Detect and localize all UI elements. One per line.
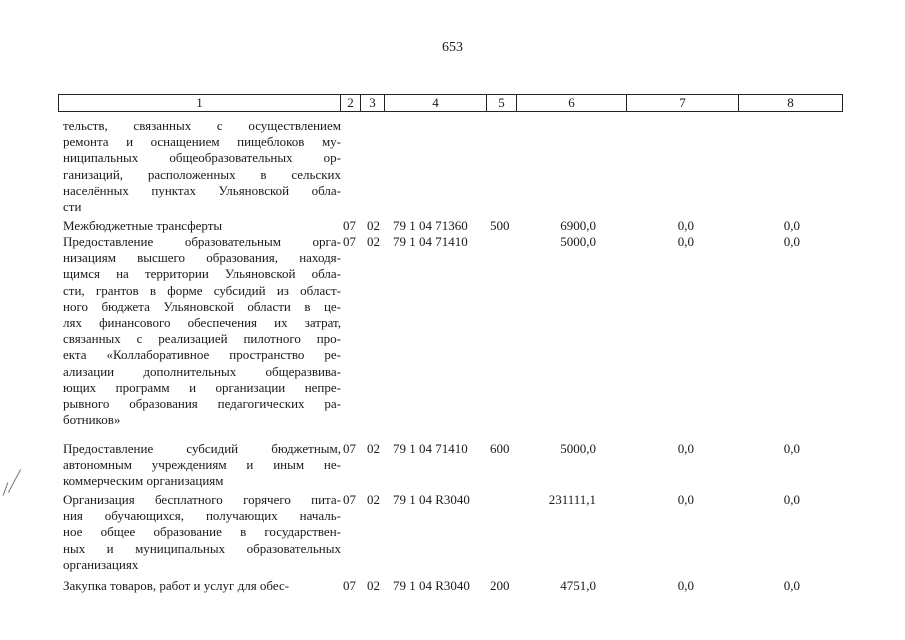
cell-c3: 02: [367, 492, 380, 507]
cell-c4: 79 1 04 71360: [393, 218, 468, 233]
description-line: ниципальных общеобразовательных ор-: [63, 150, 341, 166]
cell-c2: 07: [343, 218, 356, 233]
row-description: [63, 441, 341, 490]
row-description: [63, 578, 341, 594]
cell-c7: 0,0: [677, 441, 694, 456]
row-description: [63, 492, 341, 573]
description-line: щимся на территории Ульяновской обла-: [63, 266, 341, 282]
header-col-3: 3: [361, 95, 385, 111]
cell-c8: 0,0: [783, 218, 800, 233]
cell-c8: 0,0: [783, 441, 800, 456]
description-line: ния обучающихся, получающих началь-: [63, 508, 341, 524]
description-line: ганизаций, расположенных в сельских: [63, 166, 341, 182]
header-col-1: 1: [59, 95, 341, 111]
header-col-6: 6: [517, 95, 627, 111]
description-line: ботников»: [63, 412, 121, 428]
description-line: коммерческим организациям: [63, 473, 224, 489]
description-line: сти: [63, 199, 82, 215]
cell-c3: 02: [367, 441, 380, 456]
description-line: ющих программ и организации непре-: [63, 379, 341, 395]
cell-c5: 500: [490, 218, 510, 233]
description-line: ного бюджета Ульяновской области в це-: [63, 298, 341, 314]
cell-c2: 07: [343, 492, 356, 507]
description-line: автономным учреждениям и иным не-: [63, 457, 341, 473]
cell-c7: 0,0: [677, 492, 694, 507]
cell-c8: 0,0: [783, 578, 800, 593]
description-line: низациям высшего образования, находя-: [63, 250, 341, 266]
description-line: Организация бесплатного горячего пита-: [63, 492, 341, 507]
cell-c8: 0,0: [783, 492, 800, 507]
cell-c5: 200: [490, 578, 510, 593]
description-line: ных и муниципальных образовательных: [63, 540, 341, 556]
cell-c2: 07: [343, 578, 356, 593]
cell-c3: 02: [367, 578, 380, 593]
cell-c2: 07: [343, 441, 356, 456]
cell-c6: 6900,0: [560, 218, 596, 233]
description-line: лях финансового обеспечения их затрат,: [63, 315, 341, 331]
description-line: ное общее образование в государствен-: [63, 524, 341, 540]
description-line: населённых пунктах Ульяновской обла-: [63, 182, 341, 198]
cell-c3: 02: [367, 218, 380, 233]
header-col-7: 7: [627, 95, 739, 111]
cell-c4: 79 1 04 71410: [393, 234, 468, 249]
table-header: [58, 94, 843, 112]
cell-c4: 79 1 04 71410: [393, 441, 468, 456]
header-col-8: 8: [787, 95, 794, 110]
description-line: организациях: [63, 556, 139, 572]
description-line: сти, грантов в форме субсидий из област-: [63, 282, 341, 298]
description-line: Межбюджетные трансферты: [63, 218, 223, 233]
scan-mark: [3, 482, 9, 495]
cell-c6: 5000,0: [560, 441, 596, 456]
cell-c5: 600: [490, 441, 510, 456]
row-description: [63, 118, 341, 215]
cell-c4: 79 1 04 R3040: [393, 492, 470, 507]
scan-mark: [8, 469, 21, 492]
description-line: Закупка товаров, работ и услуг для обес-: [63, 578, 290, 593]
cell-c7: 0,0: [677, 578, 694, 593]
cell-c2: 07: [343, 234, 356, 249]
description-line: тельств, связанных с осуществлением: [63, 118, 341, 133]
cell-c7: 0,0: [677, 218, 694, 233]
page-number: 653: [442, 40, 463, 55]
cell-c6: 231111,1: [548, 492, 596, 507]
description-line: екта «Коллаборативное пространство ре-: [63, 347, 341, 363]
description-line: Предоставление субсидий бюджетным,: [63, 441, 341, 456]
description-line: рывного образования педагогических ра-: [63, 396, 341, 412]
description-line: Предоставление образовательным орга-: [63, 234, 341, 249]
cell-c6: 5000,0: [560, 234, 596, 249]
row-description: [63, 218, 341, 234]
cell-c7: 0,0: [677, 234, 694, 249]
description-line: ремонта и оснащением пищеблоков му-: [63, 134, 341, 150]
cell-c4: 79 1 04 R3040: [393, 578, 470, 593]
cell-c3: 02: [367, 234, 380, 249]
cell-c8: 0,0: [783, 234, 800, 249]
cell-c6: 4751,0: [560, 578, 596, 593]
description-line: связанных с реализацией пилотного про-: [63, 331, 341, 347]
row-description: [63, 234, 341, 428]
header-col-5: 5: [487, 95, 517, 111]
header-col-2: 2: [341, 95, 361, 111]
header-col-4: 4: [385, 95, 487, 111]
description-line: ализации дополнительных общеразвива-: [63, 363, 341, 379]
